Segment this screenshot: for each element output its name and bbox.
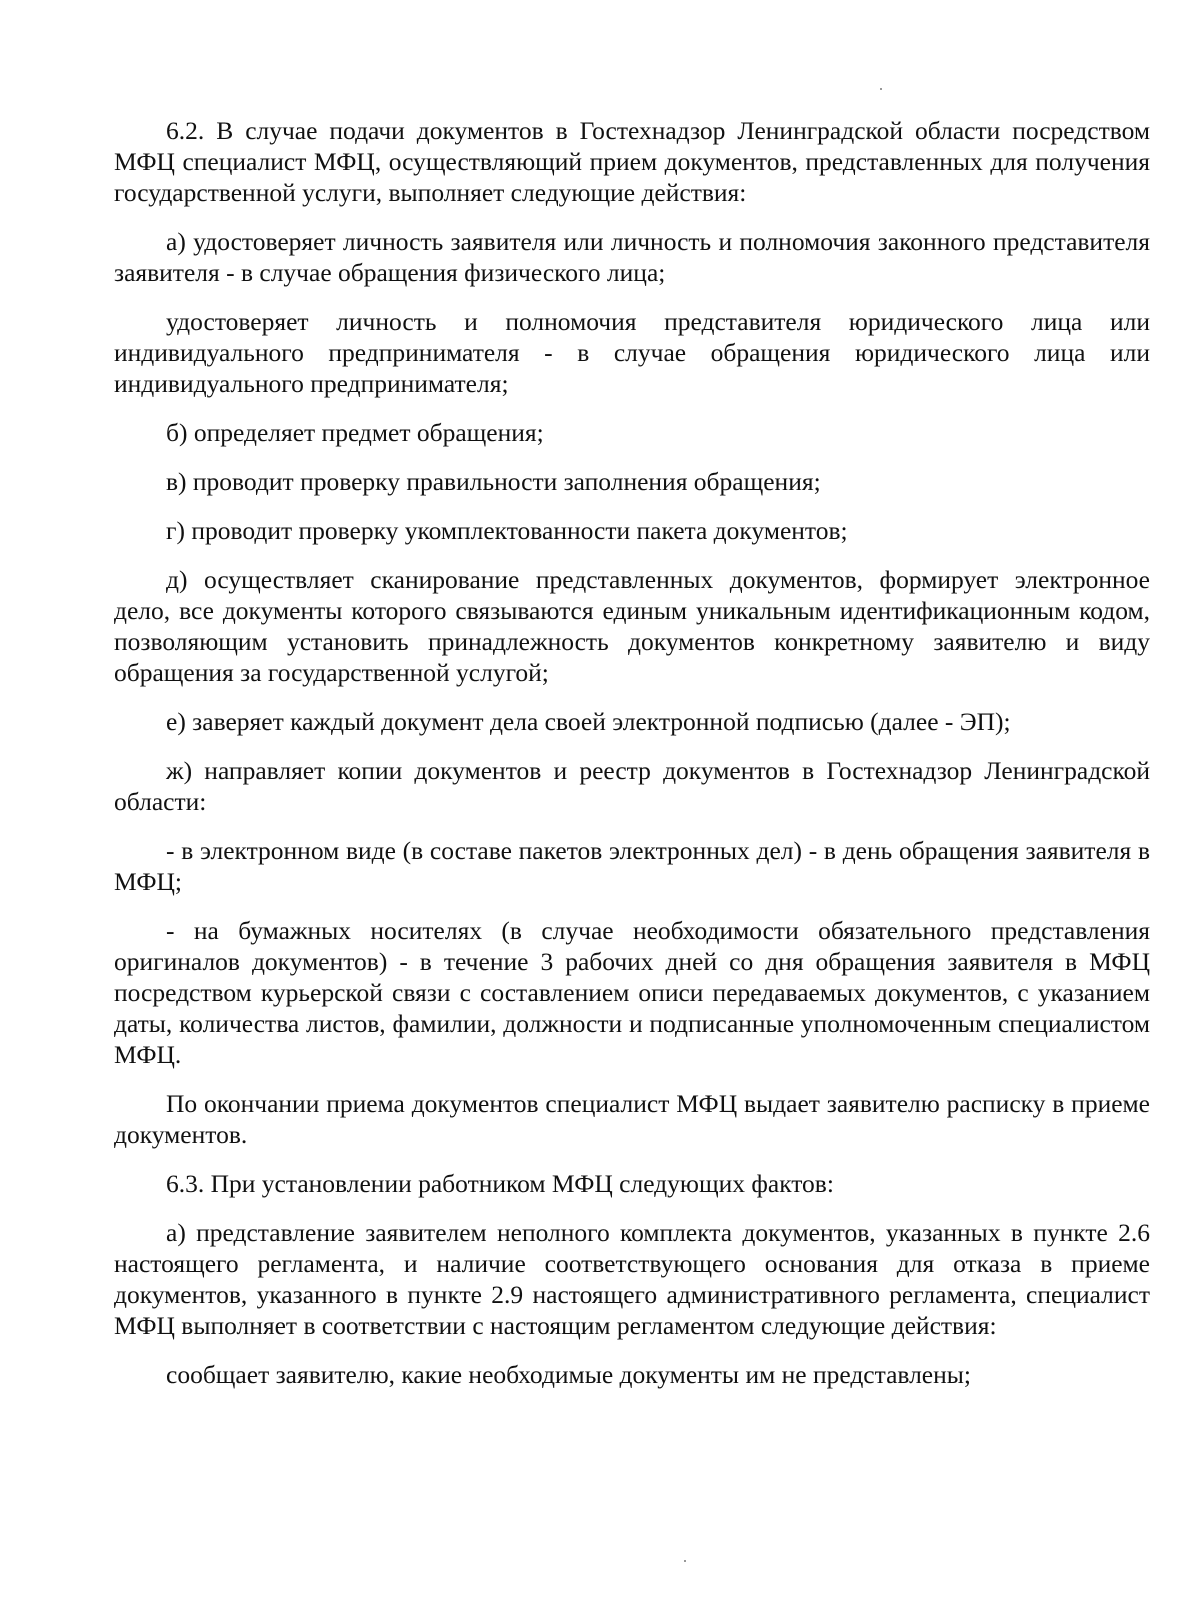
paragraph-b-subject: б) определяет предмет обращения; — [166, 418, 544, 447]
paragraph-paper-form: - на бумажных носителях (в случае необходимости обязательного представления оригиналов документов) - в течение 3 рабочих дней со дня обращения заявителя в МФЦ посредством курьерской связи с составлением описи передаваемых документов, с указанием даты, количества листов, фамилии, должности и подписанные уполномоченным специалистом МФЦ. — [114, 916, 1150, 1069]
paragraph-a-identity: а) удостоверяет личность заявителя или личность и полномочия законного представителя заявителя - в случае обращения физического лица; — [114, 227, 1150, 287]
paragraph-6-2: 6.2. В случае подачи документов в Гостехнадзор Ленинградской области посредством МФЦ специалист МФЦ, осуществляющий прием документов, представленных для получения государственной услуги, выполняет следующие действия: — [114, 116, 1150, 207]
paragraph-g-check-package: г) проводит проверку укомплектованности пакета документов; — [166, 516, 848, 545]
paragraph-inform-applicant: сообщает заявителю, какие необходимые документы им не представлены; — [166, 1360, 971, 1389]
paragraph-legal-entity: удостоверяет личность и полномочия представителя юридического лица или индивидуального предпринимателя - в случае обращения юридического лица или индивидуального предпринимателя; — [114, 307, 1150, 398]
paragraph-6-3: 6.3. При установлении работником МФЦ следующих фактов: — [166, 1169, 834, 1198]
paragraph-receipt: По окончании приема документов специалист МФЦ выдает заявителю расписку в приеме документов. — [114, 1089, 1150, 1149]
paragraph-d-scanning: д) осуществляет сканирование представленных документов, формирует электронное дело, все документы которого связываются единым уникальным идентификационным кодом, позволяющим установить принадлежность документов конкретному заявителю и виду обращения за государственной услугой; — [114, 565, 1150, 687]
scan-speck — [880, 88, 882, 90]
scan-speck — [684, 1560, 686, 1562]
paragraph-v-check-filling: в) проводит проверку правильности заполнения обращения; — [166, 467, 821, 496]
paragraph-a-incomplete-set: а) представление заявителем неполного комплекта документов, указанных в пункте 2.6 настоящего регламента, и наличие соответствующего основания для отказа в приеме документов, указанного в пункте 2.9 настоящего административного регламента, специалист МФЦ выполняет в соответствии с настоящим регламентом следующие действия: — [114, 1218, 1150, 1340]
paragraph-e-signature: е) заверяет каждый документ дела своей электронной подписью (далее - ЭП); — [166, 707, 1011, 736]
paragraph-zh-send-copies: ж) направляет копии документов и реестр документов в Гостехнадзор Ленинградской области: — [114, 756, 1150, 816]
document-body — [114, 115, 1150, 1390]
paragraph-electronic-form: - в электронном виде (в составе пакетов электронных дел) - в день обращения заявителя в МФЦ; — [114, 836, 1150, 896]
